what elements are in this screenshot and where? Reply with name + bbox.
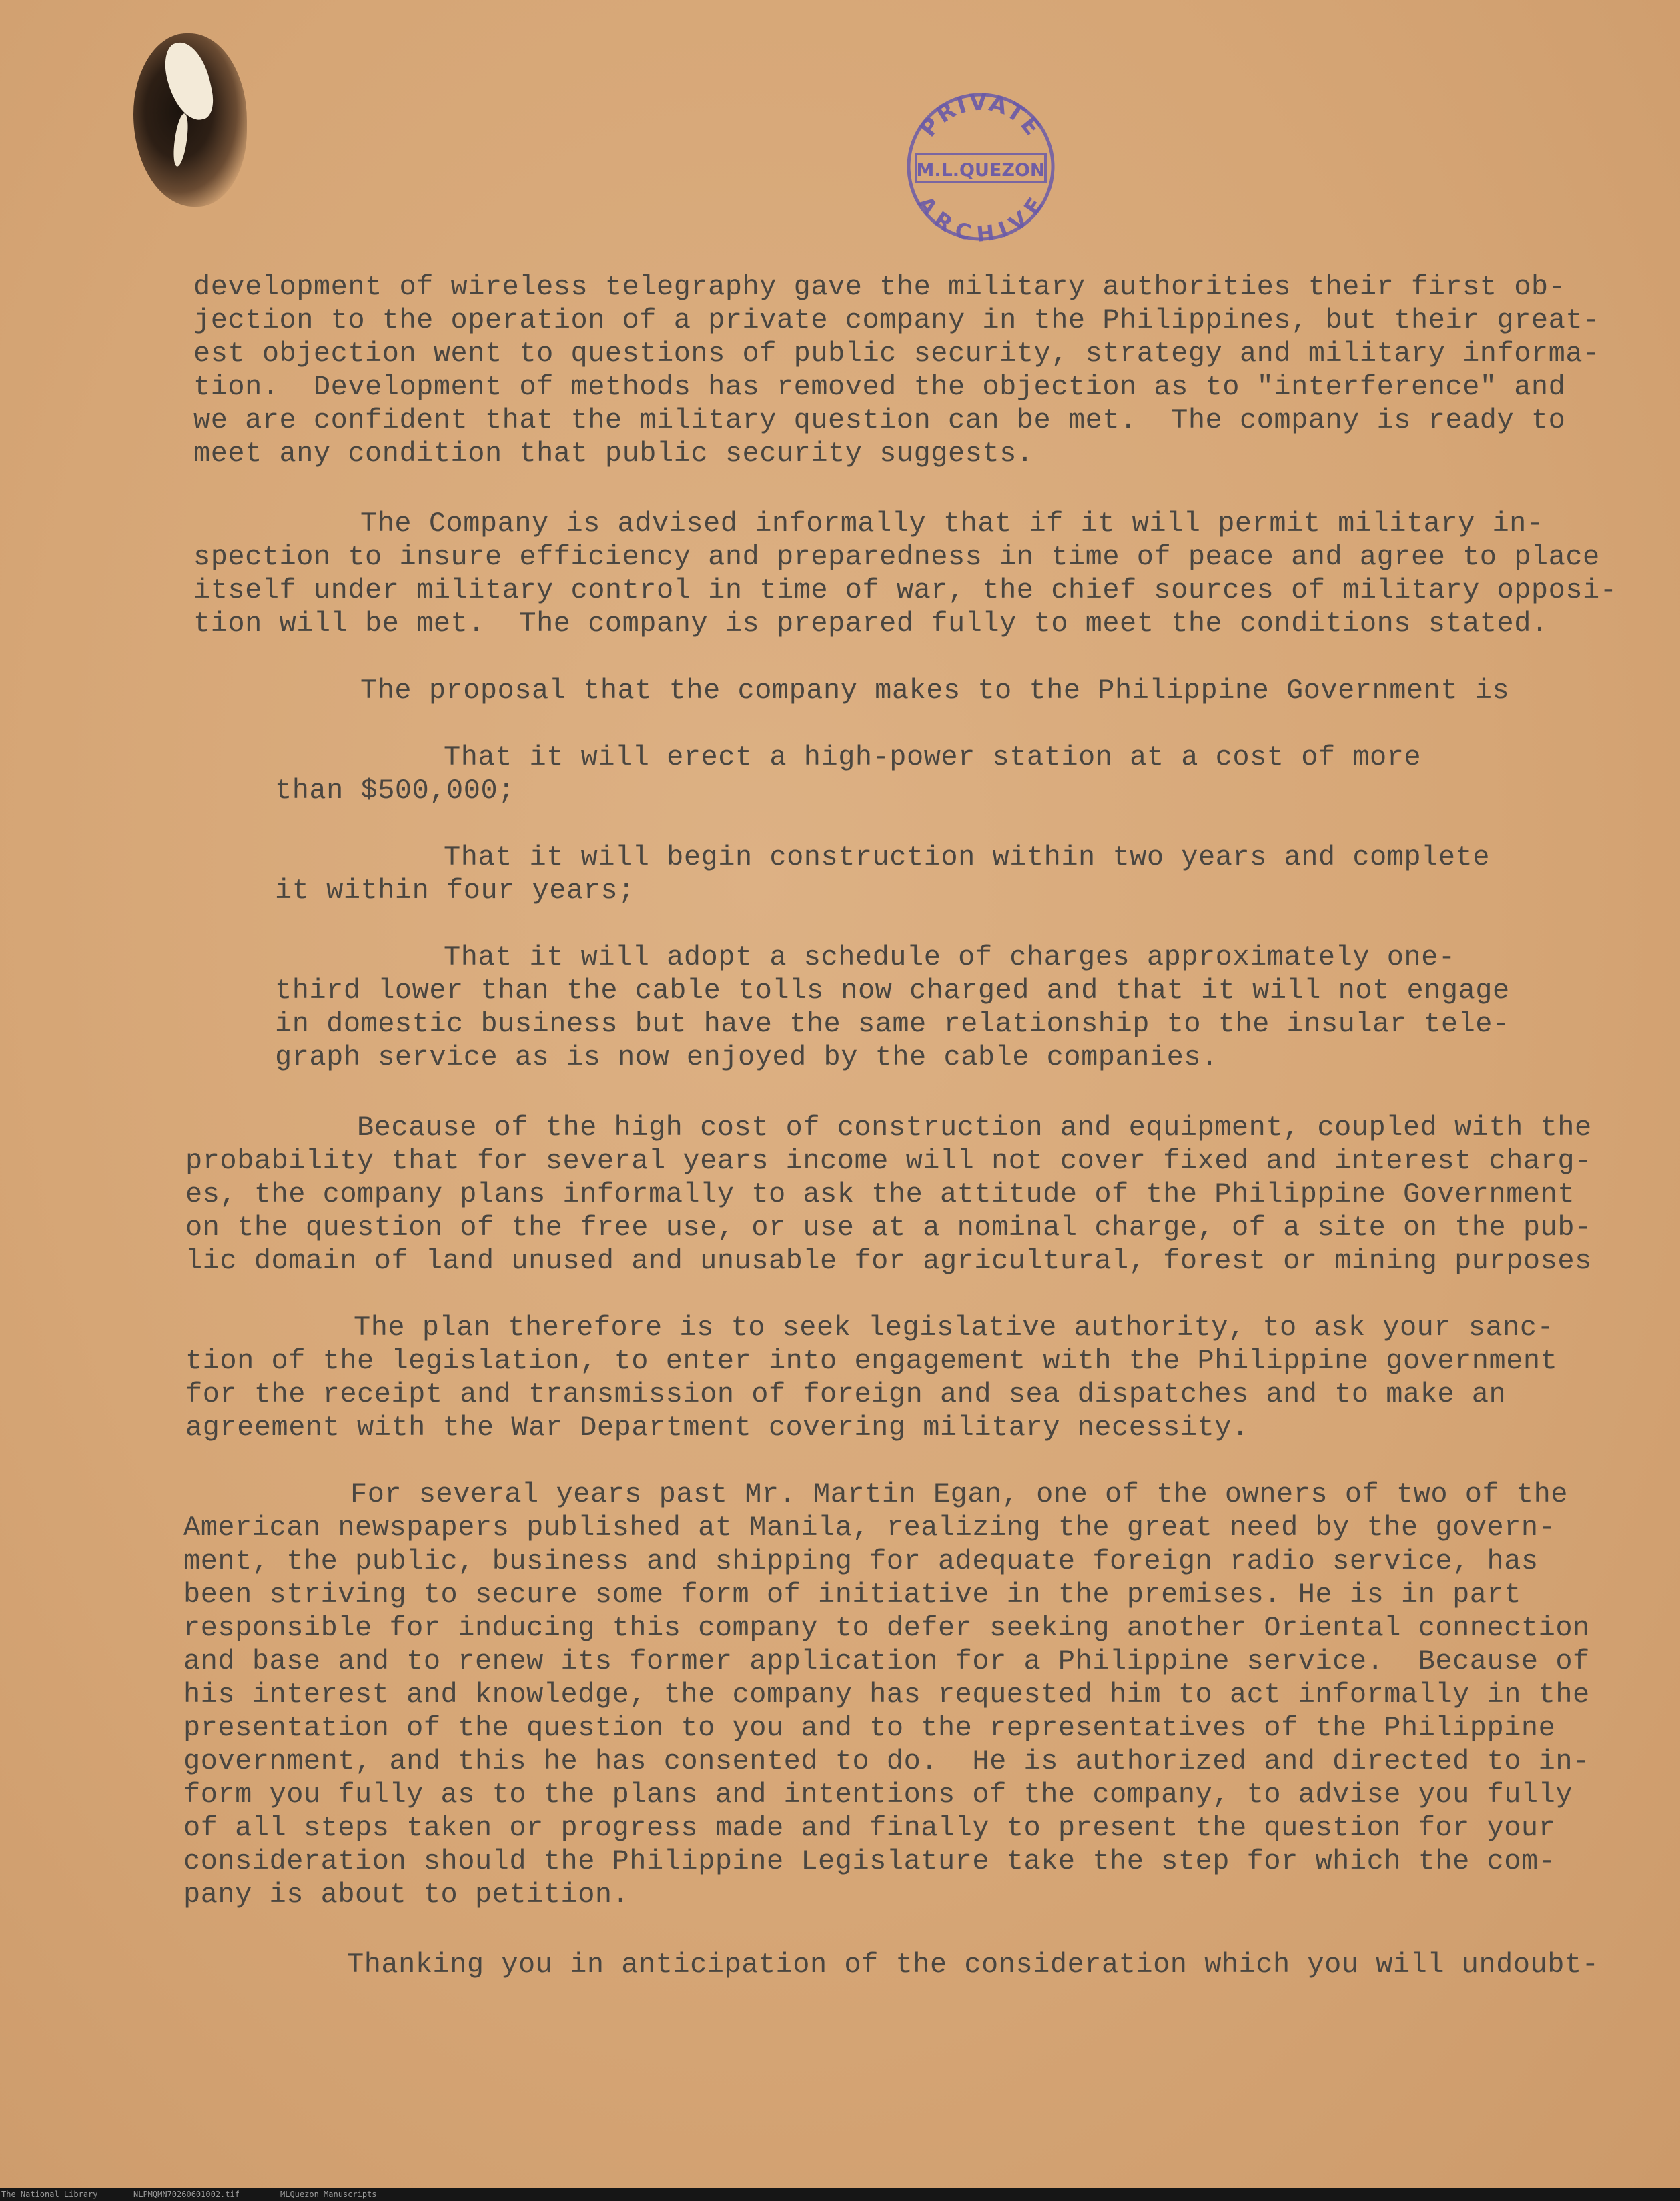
body-line: tion. Development of methods has removed the objection as to "interference" and [193, 371, 1566, 403]
body-line: lic domain of land unused and unusable for agricultural, forest or mining purposes [185, 1245, 1592, 1277]
archive-footer [0, 2188, 1680, 2201]
body-line: ment, the public, business and shipping for adequate foreign radio service, has [183, 1545, 1539, 1577]
body-line: For several years past Mr. Martin Egan, one of the owners of two of the [350, 1478, 1568, 1510]
footer-filename: NLPMQMN70260601002.tif [133, 2190, 240, 2199]
body-line: agreement with the War Department covering military necessity. [185, 1412, 1249, 1444]
body-line: meet any condition that public security suggests. [193, 438, 1034, 470]
body-line: been striving to secure some form of initiative in the premises. He is in part [183, 1579, 1521, 1611]
stamp-middle-text: M.L.QUEZON [916, 160, 1045, 181]
body-line: tion of the legislation, to enter into engagement with the Philippine government [185, 1345, 1558, 1377]
body-line: That it will erect a high-power station at a cost of more [444, 741, 1422, 773]
body-line: his interest and knowledge, the company has requested him to act informally in the [183, 1679, 1590, 1711]
body-line: for the receipt and transmission of foreign and sea dispatches and to make an [185, 1378, 1507, 1410]
body-line: form you fully as to the plans and intentions of the company, to advise you fully [183, 1779, 1573, 1811]
body-line: The plan therefore is to seek legislative authority, to ask your sanc- [354, 1312, 1555, 1344]
body-line: Because of the high cost of construction and equipment, coupled with the [357, 1112, 1592, 1144]
body-line: on the question of the free use, or use at a nominal charge, of a site on the pub- [185, 1212, 1592, 1244]
body-line: responsible for inducing this company to defer seeking another Oriental connection [183, 1612, 1590, 1644]
body-line: pany is about to petition. [183, 1879, 630, 1911]
body-line: itself under military control in time of war, the chief sources of military opposi- [193, 574, 1617, 606]
footer-collection: MLQuezon Manuscripts [280, 2190, 377, 2199]
body-line: graph service as is now enjoyed by the cable companies. [275, 1041, 1218, 1073]
stamp-top-text: PRIVATE [915, 90, 1047, 143]
stamp-bottom-text: ARCHIVE [912, 191, 1049, 244]
body-line: than $500,000; [275, 775, 515, 807]
body-line: in domestic business but have the same relationship to the insular tele- [275, 1008, 1510, 1040]
body-line: The Company is advised informally that if it will permit military in- [360, 508, 1544, 540]
body-line: consideration should the Philippine Legislature take the step for which the com- [183, 1845, 1556, 1877]
body-line: and base and to renew its former application for a Philippine service. Because of [183, 1645, 1590, 1677]
body-line: development of wireless telegraphy gave the military authorities their first ob- [193, 271, 1566, 303]
body-line: probability that for several years income will not cover fixed and interest charg- [185, 1145, 1592, 1177]
body-line: The proposal that the company makes to the Philippine Government is [360, 675, 1510, 707]
body-line: jection to the operation of a private company in the Philippines, but their great- [193, 304, 1600, 336]
body-line: presentation of the question to you and to the representatives of the Philippine [183, 1712, 1556, 1744]
body-line: That it will begin construction within two years and complete [444, 841, 1490, 873]
body-line: of all steps taken or progress made and finally to present the question for your [183, 1812, 1556, 1844]
body-line: est objection went to questions of public security, strategy and military informa- [193, 338, 1600, 370]
footer-library: The National Library [1, 2190, 98, 2199]
body-line: third lower than the cable tolls now charged and that it will not engage [275, 975, 1510, 1007]
body-line: it within four years; [275, 875, 635, 907]
body-line: That it will adopt a schedule of charges approximately one- [444, 941, 1456, 973]
body-line: tion will be met. The company is prepared fully to meet the conditions stated. [193, 608, 1549, 640]
body-line: government, and this he has consented to do. He is authorized and directed to in- [183, 1745, 1590, 1777]
body-line: Thanking you in anticipation of the consideration which you will undoubt- [347, 1949, 1599, 1981]
body-line: American newspapers published at Manila, realizing the great need by the govern- [183, 1512, 1556, 1544]
body-line: es, the company plans informally to ask the attitude of the Philippine Government [185, 1178, 1575, 1210]
body-line: spection to insure efficiency and preparedness in time of peace and agree to place [193, 541, 1600, 573]
body-line: we are confident that the military question can be met. The company is ready to [193, 404, 1566, 436]
